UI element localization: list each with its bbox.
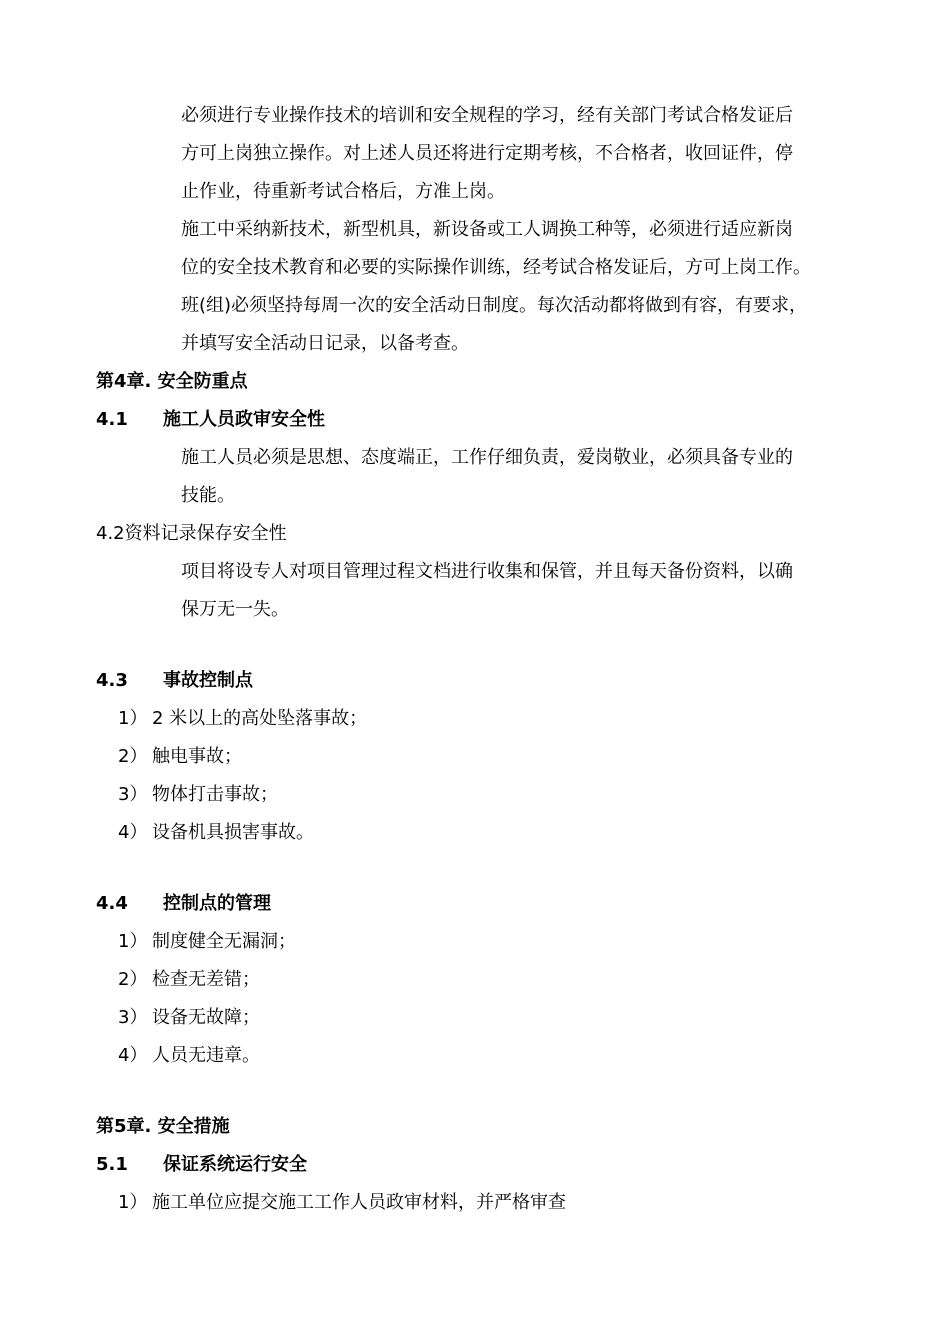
section-5-1-title: 保证系统运行安全: [163, 1154, 307, 1175]
section-4-3-number: 4.3: [96, 670, 128, 691]
section-4-1-number: 4.1: [96, 409, 128, 430]
chapter-4-title: 第4章. 安全防重点: [96, 371, 248, 392]
section-4-2-heading: 4.2资料记录保存安全性: [96, 523, 287, 544]
list-item-marker: 1）: [118, 931, 148, 952]
list-item: 设备机具损害事故。: [152, 822, 314, 843]
section-5-1-number: 5.1: [96, 1154, 128, 1175]
list-item-marker: 2）: [118, 969, 148, 990]
paragraph-line: 位的安全技术教育和必要的实际操作训练，经考试合格发证后，方可上岗工作。: [181, 257, 811, 278]
paragraph-line: 施工中采纳新技术，新型机具，新设备或工人调换工种等，必须进行适应新岗: [181, 219, 793, 240]
list-item-marker: 3）: [118, 1007, 148, 1028]
list-item-marker: 3）: [118, 784, 148, 805]
paragraph-line: 施工人员必须是思想、态度端正，工作仔细负责，爱岗敬业，必须具备专业的: [181, 447, 793, 468]
list-item: 物体打击事故；: [152, 784, 278, 805]
list-item: 施工单位应提交施工工作人员政审材料，并严格审查: [152, 1192, 566, 1213]
list-item-marker: 1）: [118, 708, 148, 729]
list-item-marker: 2）: [118, 746, 148, 767]
section-4-1-title: 施工人员政审安全性: [163, 409, 325, 430]
section-4-3-title: 事故控制点: [163, 670, 253, 691]
section-4-4-title: 控制点的管理: [163, 893, 271, 914]
list-item-marker: 1）: [118, 1192, 148, 1213]
list-item: 检查无差错；: [152, 969, 260, 990]
list-item: 设备无故障；: [152, 1007, 260, 1028]
chapter-5-title: 第5章. 安全措施: [96, 1116, 230, 1137]
paragraph-line: 必须进行专业操作技术的培训和安全规程的学习，经有关部门考试合格发证后: [181, 105, 793, 126]
list-item-marker: 4）: [118, 822, 148, 843]
paragraph-line: 班(组)必须坚持每周一次的安全活动日制度。每次活动都将做到有容，有要求，: [181, 295, 808, 316]
list-item: 2 米以上的高处坠落事故；: [152, 708, 368, 729]
section-4-4-number: 4.4: [96, 893, 128, 914]
list-item: 人员无违章。: [152, 1045, 260, 1066]
list-item: 制度健全无漏洞；: [152, 931, 296, 952]
list-item-marker: 4）: [118, 1045, 148, 1066]
paragraph-line: 止作业，待重新考试合格后，方准上岗。: [181, 181, 505, 202]
paragraph-line: 项目将设专人对项目管理过程文档进行收集和保管，并且每天备份资料，以确: [181, 561, 793, 582]
paragraph-line: 技能。: [181, 485, 235, 506]
paragraph-line: 保万无一失。: [181, 599, 289, 620]
list-item: 触电事故；: [152, 746, 242, 767]
paragraph-line: 方可上岗独立操作。对上述人员还将进行定期考核，不合格者，收回证件，停: [181, 143, 793, 164]
paragraph-line: 并填写安全活动日记录，以备考查。: [181, 333, 469, 354]
